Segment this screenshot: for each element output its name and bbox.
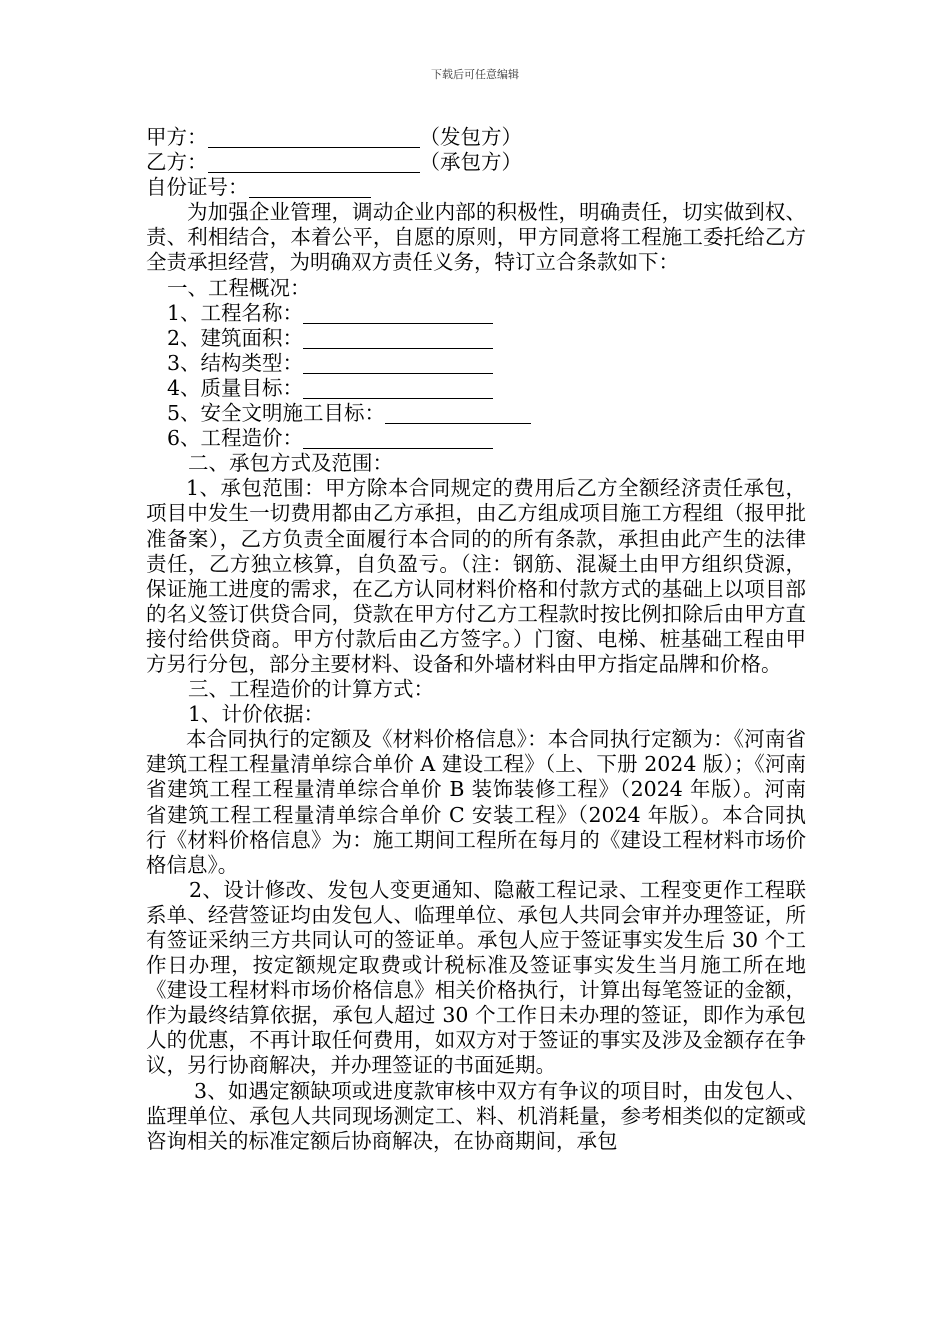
party-b-line bbox=[146, 150, 806, 175]
dispute-paragraph: 3、如遇定额缺项或进度款审核中双方有争议的项目时，由发包人、监理单位、承包人共同现场测定工、料、机消耗量，参考相类似的定额或咨询相关的标准定额后协商解决，在协商期间，承包 bbox=[146, 1078, 806, 1153]
safety-target-blank[interactable] bbox=[385, 403, 531, 424]
party-a-blank[interactable] bbox=[208, 127, 420, 148]
id-label: 自份证号： bbox=[146, 175, 249, 200]
project-cost-blank[interactable] bbox=[303, 428, 493, 449]
building-area-line bbox=[146, 326, 806, 351]
structure-type-line bbox=[146, 351, 806, 376]
quality-target-blank[interactable] bbox=[303, 378, 493, 399]
scope-paragraph: 1、承包范围：甲方除本合同规定的费用后乙方全额经济责任承包，项目中发生一切费用都由乙方承担，由乙方组成项目施工方程组（报甲批准备案），乙方负责全面履行本合同的的所有条款，承担由此产生的法律责任，乙方独立核算，自负盈亏。（注：钢筋、混凝土由甲方组织贷源，保证施工进度的需求，在乙方认同材料价格和付款方式的基础上以项目部的名义签订供贷合同，贷款在甲方付乙方工程款时按比例扣除后由甲方直接付给供贷商。甲方付款后由乙方签字。）门窗、电梯、桩基础工程由甲方另行分包，部分主要材料、设备和外墙材料由甲方指定品牌和价格。 bbox=[146, 476, 806, 676]
building-area-blank[interactable] bbox=[303, 328, 493, 349]
party-b-role: （承包方） bbox=[419, 150, 522, 175]
item-label: 5、安全文明施工目标： bbox=[167, 401, 386, 426]
id-line bbox=[146, 175, 806, 200]
section2-title: 二、承包方式及范围： bbox=[188, 451, 393, 476]
party-a-line bbox=[146, 125, 806, 150]
pricing-basis-title: 1、计价依据： bbox=[188, 702, 325, 727]
item-label: 1、工程名称： bbox=[167, 300, 304, 325]
party-b-blank[interactable] bbox=[208, 152, 420, 173]
id-blank[interactable] bbox=[249, 177, 371, 198]
item-label: 3、结构类型： bbox=[167, 350, 304, 375]
party-b-label: 乙方： bbox=[146, 150, 208, 175]
item-label: 6、工程造价： bbox=[167, 426, 304, 451]
project-name-blank[interactable] bbox=[303, 303, 493, 324]
contract-body bbox=[146, 125, 806, 1154]
pricing-basis-paragraph: 本合同执行的定额及《材料价格信息》：本合同执行定额为：《河南省建筑工程工程量清单综合单价 A 建设工程》（上、下册 2024 版）；《河南省建筑工程工程量清单综合单价 B 装饰装修工程》（2024 年版）。河南省建筑工程工程量清单综合单价 C 安装工程》（2024 年版）。本合同执行《材料价格信息》为：施工期间工程所在每月的《建设工程材料市场价格信息》。 bbox=[146, 727, 806, 877]
visa-paragraph: 2、设计修改、发包人变更通知、隐蔽工程记录、工程变更作工程联系单、经营签证均由发包人、临理单位、承包人共同会审并办理签证，所有签证采纳三方共同认可的签证单。承包人应于签证事实发生后 30 个工作日办理，按定额规定取费或计税标准及签证事实发生当月施工所在地《建设工程材料市场价格信息》相关价格执行，计算出每笔签证的金额，作为最终结算依据，承包人超过 30 个工作日未办理的签证，即作为承包人的优惠，不再计取任何费用，如双方对于签证的事实及涉及金额存在争议，另行协商解决，并办理签证的书面延期。 bbox=[146, 877, 806, 1078]
project-name-line bbox=[146, 301, 806, 326]
item-label: 2、建筑面积： bbox=[167, 325, 304, 350]
intro-paragraph: 为加强企业管理，调动企业内部的积极性，明确责任，切实做到权、责、利相结合，本着公平，自愿的原则，甲方同意将工程施工委托给乙方全责承担经营，为明确双方责任义务，特订立合条款如下： bbox=[146, 200, 806, 275]
item-label: 4、质量目标： bbox=[167, 375, 304, 400]
party-a-role: （发包方） bbox=[419, 125, 522, 149]
project-cost-line bbox=[146, 426, 806, 451]
safety-target-line bbox=[146, 401, 806, 426]
section1-title: 一、工程概况： bbox=[167, 275, 311, 300]
quality-target-line bbox=[146, 376, 806, 401]
party-a-label: 甲方： bbox=[146, 125, 208, 149]
page-header: 下载后可任意编辑 bbox=[431, 68, 519, 81]
section3-title: 三、工程造价的计算方式： bbox=[188, 677, 434, 702]
structure-type-blank[interactable] bbox=[303, 353, 493, 374]
